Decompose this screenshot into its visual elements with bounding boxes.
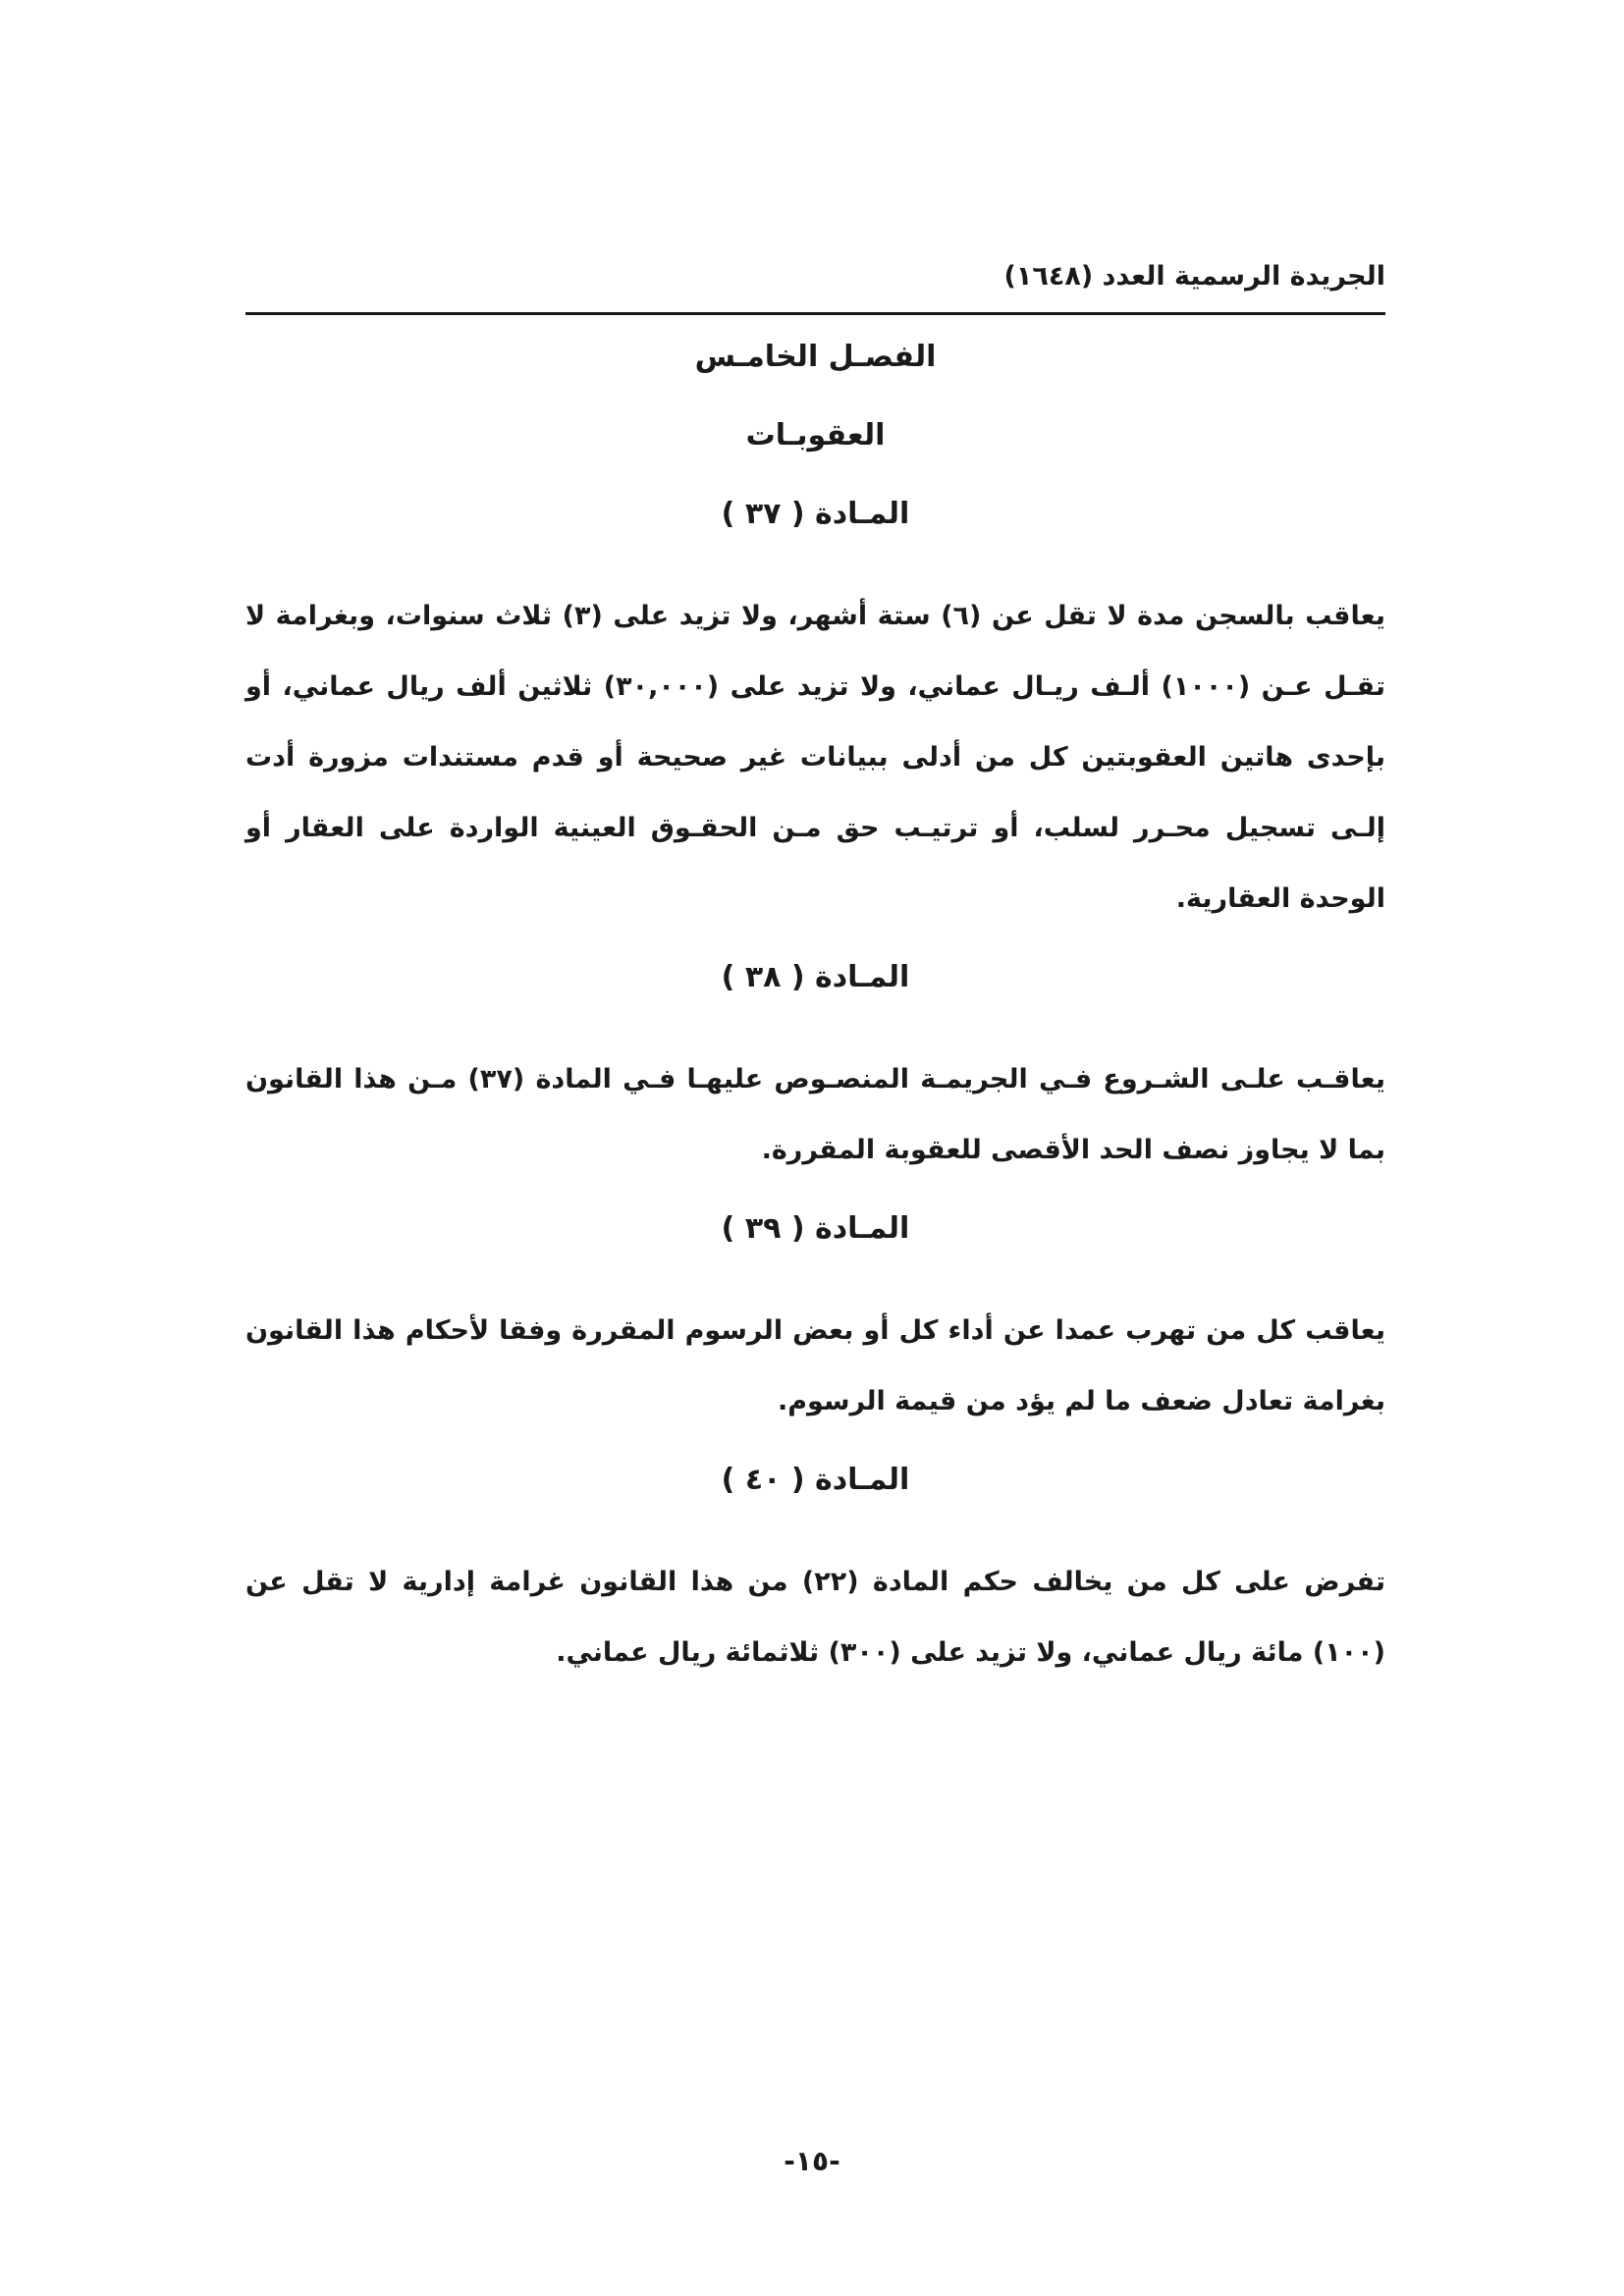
section-title: العقوبـات bbox=[745, 418, 886, 453]
header-divider bbox=[245, 312, 1385, 315]
running-header: الجريدة الرسمية العدد (١٦٤٨) bbox=[1003, 261, 1385, 292]
page-number: -١٥- bbox=[784, 2145, 840, 2177]
article-text-39: يعاقب كل من تهرب عمدا عن أداء كل أو بعض الرسوم المقررة وفقا لأحكام هذا القانون بغرامة تعادل ضعف ما لم يؤد من قيمة الرسوم. bbox=[245, 1315, 1385, 1416]
article-title-39: المـادة ( ٣٩ ) bbox=[721, 1211, 910, 1246]
article-text-37: يعاقب بالسجن مدة لا تقل عن (٦) ستة أشهر، ولا تزيد على (٣) ثلاث سنوات، وبغرامة لا تقـل عـن (١٠٠٠) ألـف ريـال عماني، ولا تزيد على (٣٠,٠٠٠) ثلاثين ألف ريال عماني، أو بإحدى هاتين العقوبتين كل من أدلى ببيانات غير صحيحة أو قدم مستندات مزورة أدت إلـى تسجيل محـرر لسلب، أو ترتيـب حق مـن الحقـوق العينية الواردة على العقار أو الوحدة العقارية. bbox=[245, 601, 1386, 914]
article-text-40: تفرض على كل من يخالف حكم المادة (٢٢) من هذا القانون غرامة إدارية لا تقل عن (١٠٠) مائة ريال عماني، ولا تزيد على (٣٠٠) ثلاثمائة ريال عماني. bbox=[245, 1567, 1385, 1668]
document-body bbox=[245, 328, 1385, 1688]
chapter-title: الفصـل الخامـس bbox=[694, 340, 937, 374]
article-title-37: المـادة ( ٣٧ ) bbox=[721, 497, 910, 531]
article-title-40: المـادة ( ٤٠ ) bbox=[721, 1463, 910, 1497]
article-title-38: المـادة ( ٣٨ ) bbox=[721, 960, 910, 994]
article-text-38: يعاقـب علـى الشـروع فـي الجريمـة المنصـوص عليهـا فـي المادة (٣٧) مـن هذا القانون بما لا يجاوز نصف الحد الأقصى للعقوبة المقررة. bbox=[245, 1064, 1385, 1165]
